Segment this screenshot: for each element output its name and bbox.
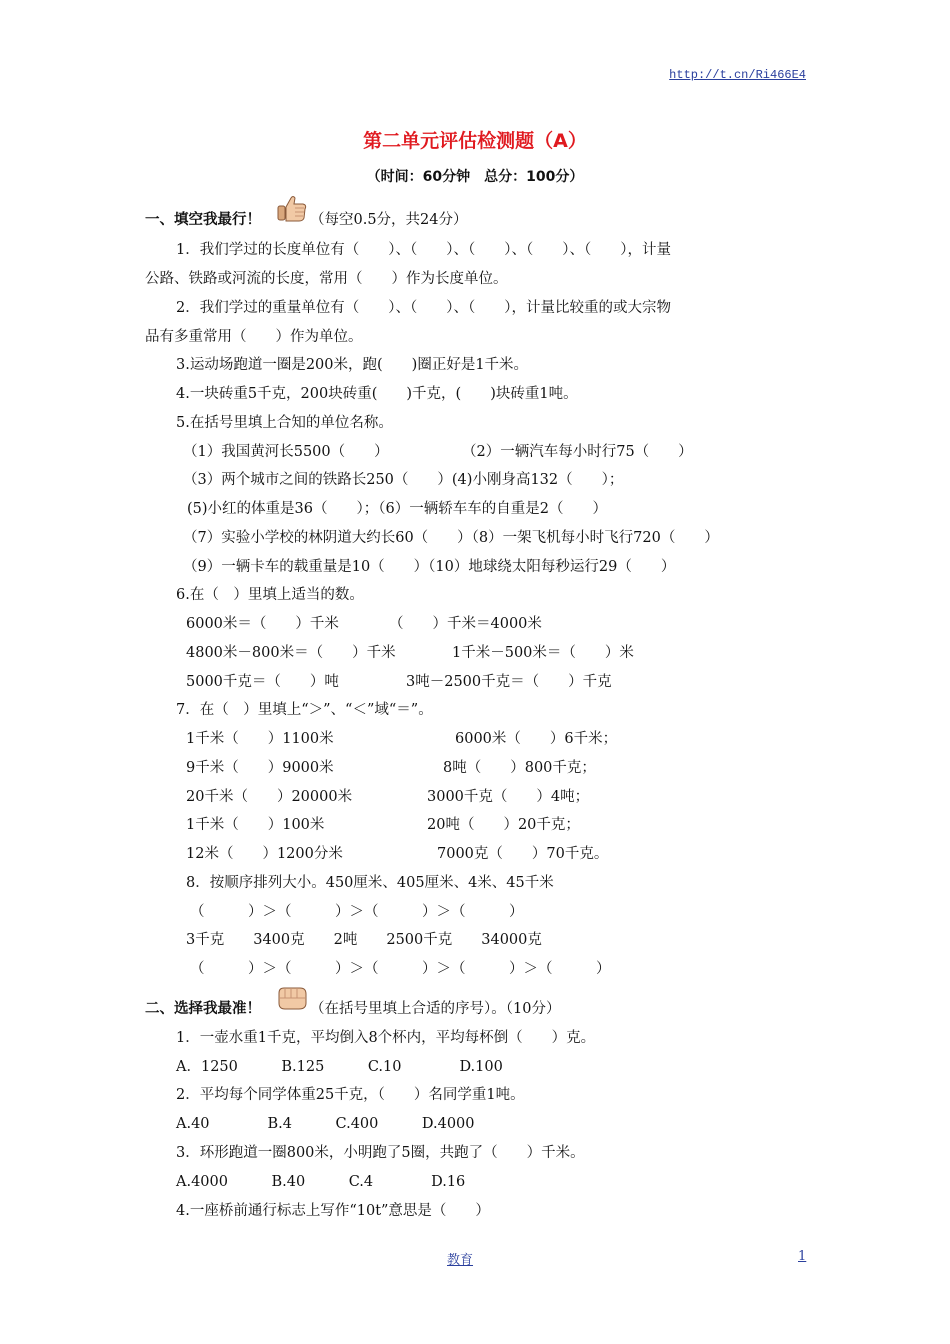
q4: 4.一块砖重5千克，200块砖重( )千克，( )块砖重1吨。	[176, 386, 578, 402]
q5-items-9-10: （9）一辆卡车的载重量是10（ ）（10）地球绕太阳每秒运行29（ ）	[183, 559, 676, 575]
q7-c: 9千米（ ）9000米	[186, 760, 334, 776]
q6-e: 5000千克＝（ ）吨	[186, 674, 339, 690]
page-title: 第二单元评估检测题（A）	[363, 130, 587, 152]
q3: 3.运动场跑道一圈是200米，跑( )圈正好是1千米。	[176, 357, 529, 373]
s2-q4: 4.一座桥前通行标志上写作“10t”意思是（ ）	[176, 1203, 490, 1219]
q7-g: 1千米（ ）100米	[186, 817, 325, 833]
header-link[interactable]: http://t.cn/Ri466E4	[669, 68, 806, 82]
q1-line1: 1．我们学过的长度单位有（ ）、（ ）、（ ）、（ ）、（ ），计量	[176, 242, 671, 258]
q6: 6.在（ ）里填上适当的数。	[176, 587, 364, 603]
section2-heading: 二、选择我最准！	[145, 1001, 261, 1017]
q1-line2: 公路、铁路或河流的长度，常用（ ）作为长度单位。	[145, 271, 508, 287]
q2-line2: 品有多重常用（ ）作为单位。	[145, 329, 363, 345]
q5-items-3-4: （3）两个城市之间的铁路长250（ ）(4)小刚身高132（ ）；	[183, 472, 624, 488]
q8-values2: 3千克 3400克 2吨 2500千克 34000克	[186, 932, 542, 948]
q5: 5.在括号里填上合知的单位名称。	[176, 415, 393, 431]
section1-note: （每空0.5分，共24分）	[310, 212, 468, 228]
s2-q2-options: A.40 B.4 C.400 D.4000	[176, 1116, 475, 1132]
s2-q1-options: A．1250 B.125 C.10 D.100	[176, 1059, 503, 1075]
q8-order2: （ ）＞（ ）＞（ ）＞（ ）＞（ ）	[190, 961, 611, 977]
q7: 7．在（ ）里填上“＞”、“＜”域“＝”。	[176, 702, 433, 718]
s2-q1: 1．一壶水重1千克，平均倒入8个杯内，平均每杯倒（ ）克。	[176, 1030, 596, 1046]
q8: 8．按顺序排列大小。450厘米、405厘米、4米、45千米	[186, 875, 554, 891]
q7-a: 1千米（ ）1100米	[186, 731, 334, 747]
q6-a: 6000米＝（ ）千米	[186, 616, 339, 632]
q6-c: 4800米－800米＝（ ）千米	[186, 645, 396, 661]
q5-item1: （1）我国黄河长5500（ ）	[183, 444, 389, 460]
s2-q3-options: A.4000 B.40 C.4 D.16	[176, 1174, 466, 1190]
thumbs-up-icon	[276, 194, 308, 222]
page-number: 1	[798, 1249, 807, 1264]
section1-heading: 一、填空我最行！	[145, 212, 261, 228]
q5-item2: （2）一辆汽车每小时行75（ ）	[462, 444, 693, 460]
q5-items-5-6: (5)小红的体重是36（ ）；（6）一辆轿车车的自重是2（ ）	[187, 501, 607, 517]
s2-q3: 3．环形跑道一圈800米，小明跑了5圈，共跑了（ ）千米。	[176, 1145, 585, 1161]
q7-i: 12米（ ）1200分米	[186, 846, 343, 862]
q7-e: 20千米（ ）20000米	[186, 789, 353, 805]
q6-b: （ ）千米＝4000米	[389, 616, 542, 632]
q7-b: 6000米（ ）6千米；	[455, 731, 618, 747]
q6-d: 1千米－500米＝（ ）米	[452, 645, 634, 661]
page-subtitle: （时间：60分钟 总分：100分）	[366, 169, 584, 185]
q7-f: 3000千克（ ）4吨；	[427, 789, 590, 805]
q7-d: 8吨（ ）800千克；	[443, 760, 596, 776]
q5-items-7-8: （7）实验小学校的林阴道大约长60（ ）（8）一架飞机每小时飞行720（ ）	[183, 530, 719, 546]
s2-q2: 2．平均每个同学体重25千克，（ ）名同学重1吨。	[176, 1087, 525, 1103]
q7-h: 20吨（ ）20千克；	[427, 817, 580, 833]
section2-note: （在括号里填上合适的序号）。（10分）	[310, 1001, 561, 1017]
q8-order1: （ ）＞（ ）＞（ ）＞（ ）	[190, 904, 524, 920]
footer-link[interactable]: 教育	[447, 1253, 474, 1268]
q6-f: 3吨－2500千克＝（ ）千克	[406, 674, 612, 690]
fist-icon	[276, 985, 308, 1011]
q2-line1: 2．我们学过的重量单位有（ ）、（ ）、（ ），计量比较重的或大宗物	[176, 300, 671, 316]
q7-j: 7000克（ ）70千克。	[437, 846, 609, 862]
